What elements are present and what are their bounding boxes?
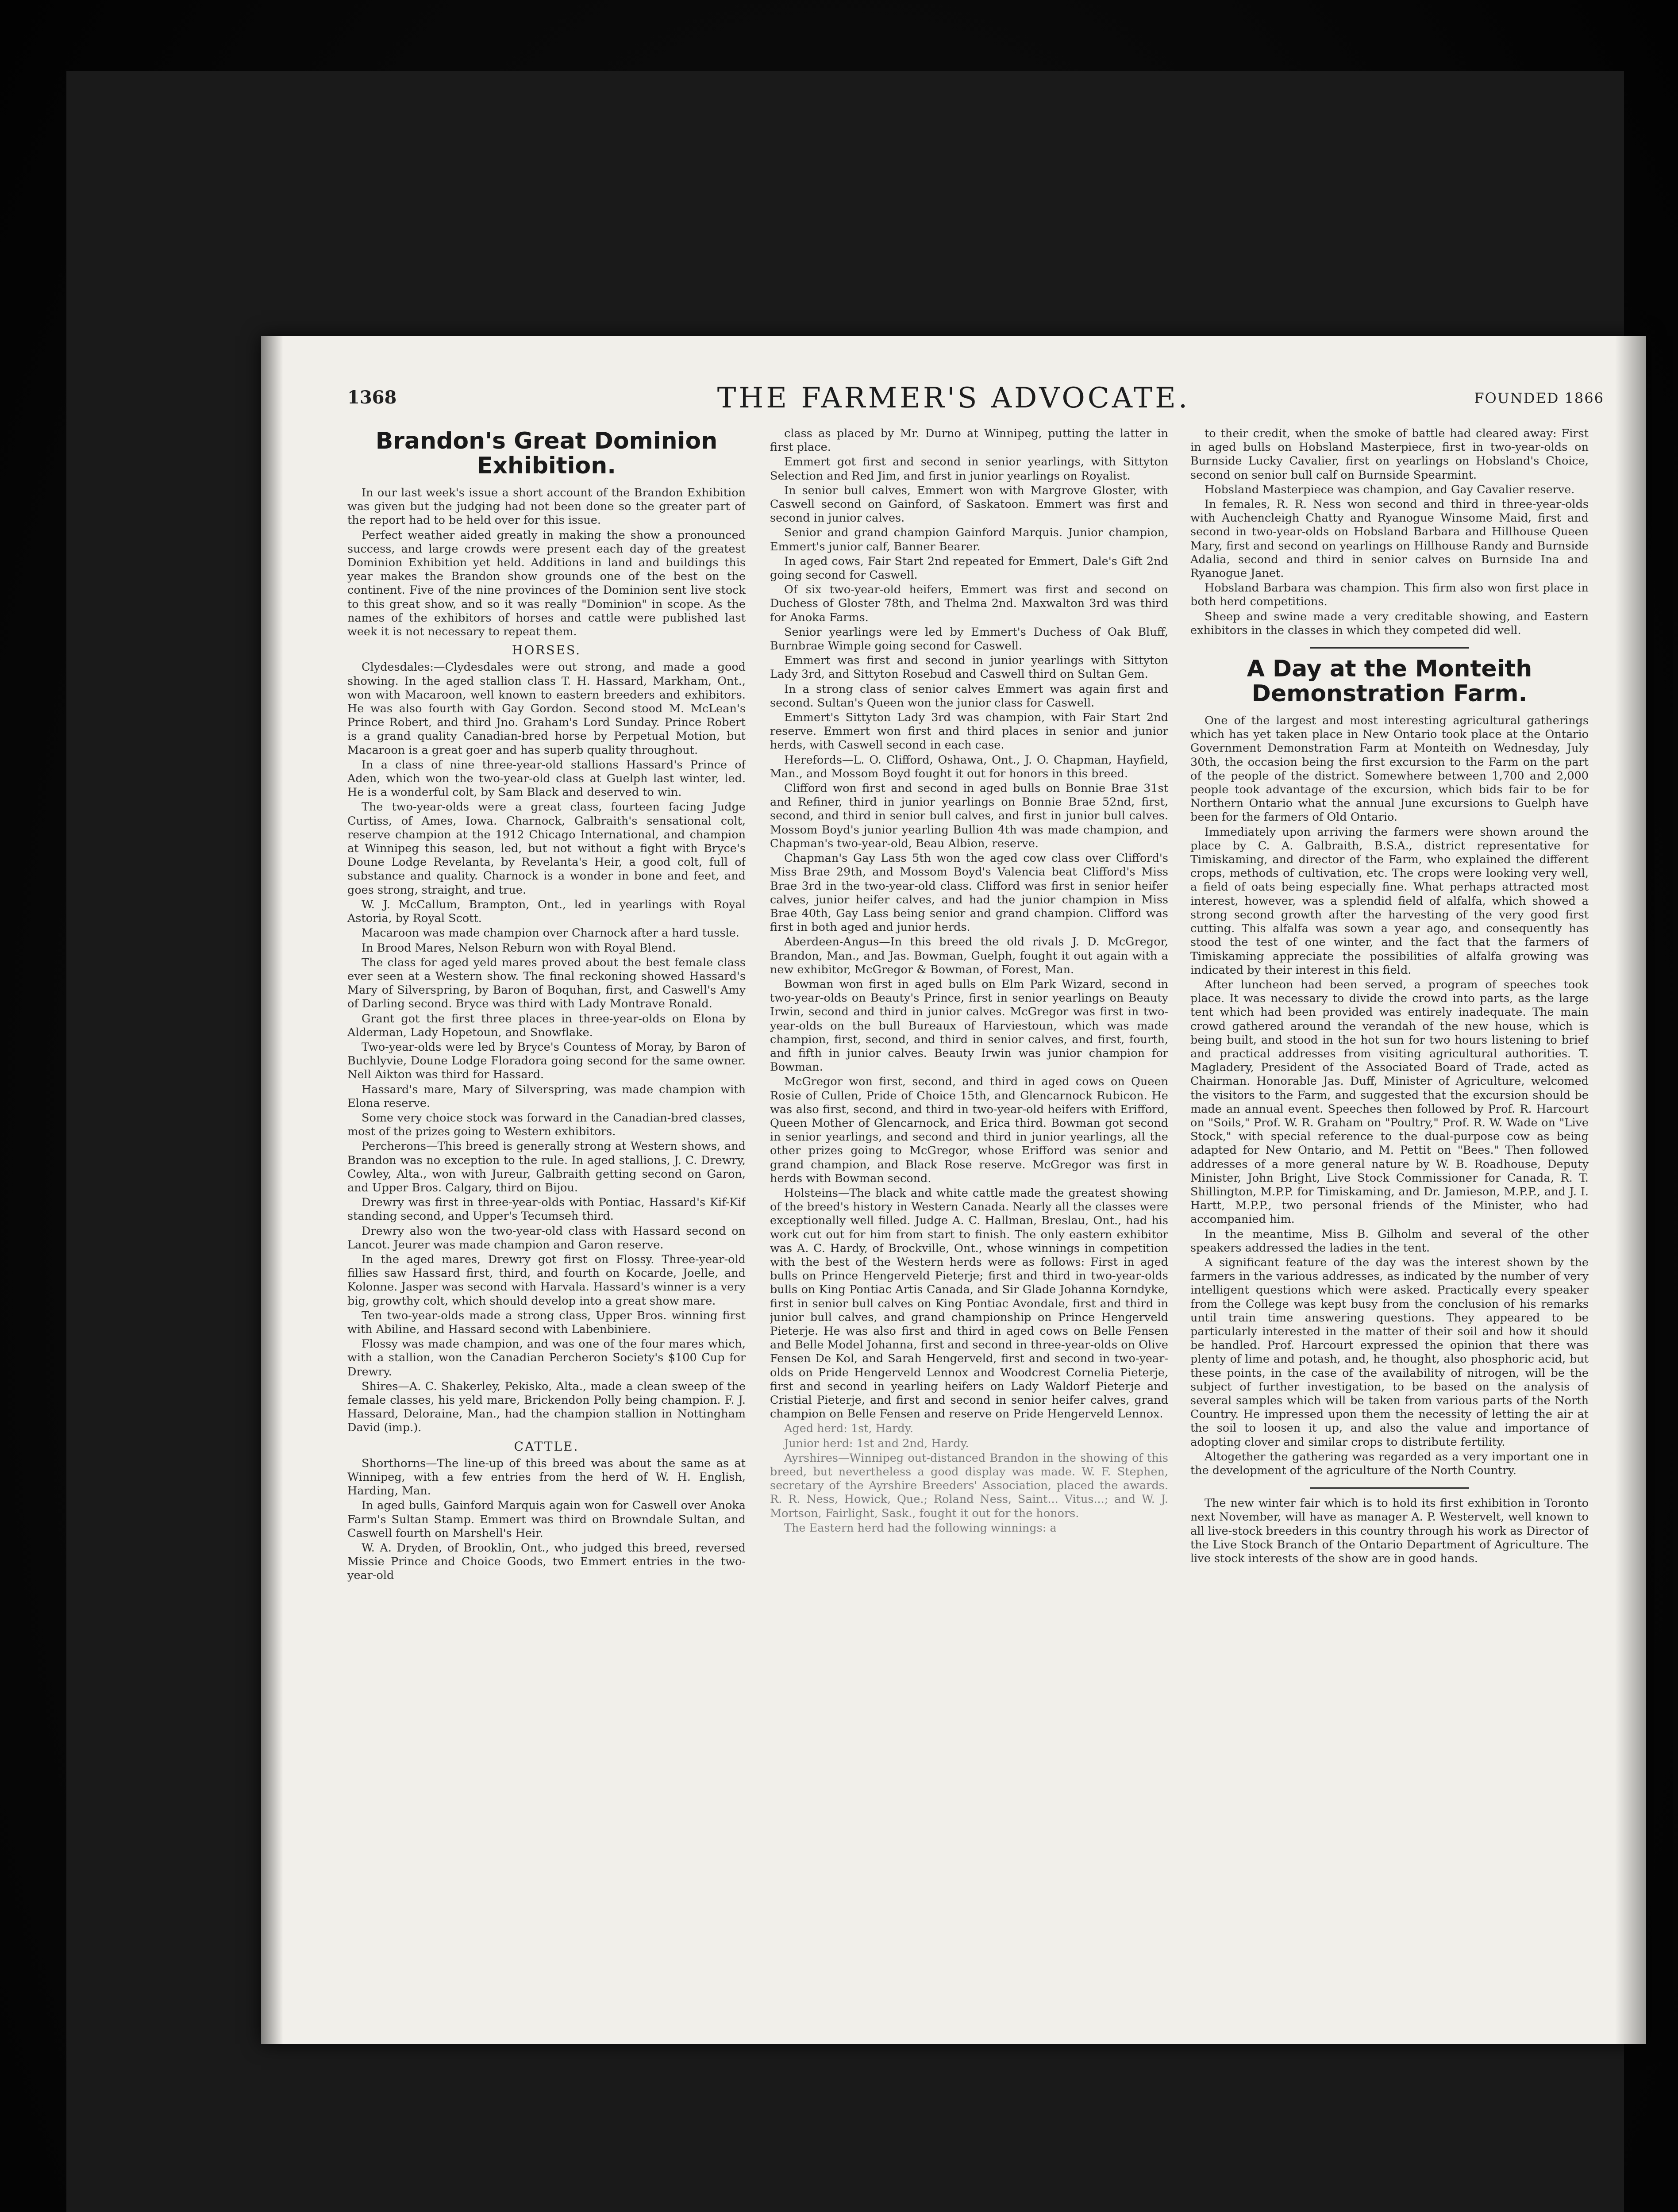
paragraph: Hobsland Masterpiece was champion, and Gay Cavalier reserve. <box>1205 483 1575 496</box>
column-2 <box>770 427 1168 2028</box>
page-edge-shadow <box>261 336 283 2044</box>
paragraph: The class for aged yeld mares proved about the best female class ever seen at a Western show. The final reckoning showed Hassard's Mary of Silverspring, by Baron of Boquhan, first, and Caswell's Amy of Darling second. Bryce was third with Lady Montrave Ronald. <box>347 956 746 1011</box>
paragraph: Altogether the gathering was regarded as a very important one in the development of the agriculture of the North Country. <box>1190 1450 1589 1478</box>
paragraph: W. J. McCallum, Brampton, Ont., led in yearlings with Royal Astoria, by Royal Scott. <box>347 898 746 926</box>
article-headline-brandon: Brandon's Great Dominion Exhibition. <box>375 428 718 479</box>
paragraph: to their credit, when the smoke of battle had cleared away: First in aged bulls on Hobsland Masterpiece, first in two-year-olds on Burnside Lucky Cavalier, first on yearlings on Hobsland's Choice, second on senior bull calf on Burnside Spearmint. <box>1190 427 1589 482</box>
masthead-title: THE FARMER'S ADVOCATE. <box>717 382 1190 415</box>
paragraph: One of the largest and most interesting agricultural gatherings which has yet taken place in New Ontario took place at the Ontario Government Demonstration Farm at Monteith on Wednesday, July 30th, the occasion being the first excursion to the Farm on the part of the people of the district. Somewhere between 1,700 and 2,000 people took advantage of the excursion, which bids fair to be for Northern Ontario what the annual June excursions to Guelph have been for the farmers of Old Ontario. <box>1190 714 1589 824</box>
paragraph: Chapman's Gay Lass 5th won the aged cow class over Clifford's Miss Brae 29th, and Mossom Boyd's Valencia beat Clifford's Miss Brae 3rd in the two-year-old class. Clifford was first in senior heifer calves, junior heifer calves, and had the junior champion in Miss Brae 40th, Gay Lass being senior and grand champion. Clifford was first in both aged and junior herds. <box>770 852 1168 934</box>
paragraph: McGregor won first, second, and third in aged cows on Queen Rosie of Cullen, Pride of Choice 15th, and Glencarnock Rubicon. He was also first, second, and third in two-year-old heifers with Erifford, Queen Mother of Glencarnock, and Erica third. Bowman got second in senior yearlings, and second and third in junior yearlings, all the other prizes going to McGregor, whose Erifford was senior and grand champion, and Black Rose reserve. McGregor was first in herds with Bowman second. <box>770 1075 1168 1185</box>
cattle-section <box>347 1457 746 1583</box>
paragraph: Macaroon was made champion over Charnock after a hard tussle. <box>362 926 739 940</box>
paragraph: In our last week's issue a short account of the Brandon Exhibition was given but the judging had not been done so the greater part of the report had to be held over for this issue. <box>347 486 746 527</box>
paragraph: Emmert's Sittyton Lady 3rd was champion, with Fair Start 2nd reserve. Emmert won first and third places in senior and junior herds, with Caswell second in each case. <box>770 711 1168 752</box>
paragraph: A significant feature of the day was the interest shown by the farmers in the various addresses, as indicated by the number of very intelligent questions which were asked. Practically every speaker from the College was kept busy from the conclusion of his remarks until train time answering questions. They appeared to be particularly interested in the matter of their soil and how it should be handled. Prof. Harcourt expressed the opinion that there was plenty of lime and potash, and, he thought, also phosphoric acid, but these points, in the case of the availability of nitrogen, will be the subject of further investigation, to be based on the analysis of several samples which will be taken from various parts of the North Country. He impressed upon them the necessity of letting the air at the soil to loosen it up, and also the value and importance of adopting clover and similar crops to distribute fertility. <box>1190 1256 1589 1449</box>
paragraph: Two-year-olds were led by Bryce's Countess of Moray, by Baron of Buchlyvie, Doune Lodge Floradora going second for the same owner. Nell Aikton was third for Hassard. <box>347 1040 746 1082</box>
article-intro <box>347 486 746 639</box>
section-heading-cattle: CATTLE. <box>514 1439 579 1454</box>
paragraph: Clifford won first and second in aged bulls on Bonnie Brae 31st and Refiner, third in junior yearlings on Bonnie Brae 52nd, first, second, and third in senior bull calves, and first in junior bull calves. Mossom Boyd's junior yearling Bullion 4th was made champion, and Chapman's two-year-old, Beau Albion, reserve. <box>770 782 1168 850</box>
paragraph: Grant got the first three places in three-year-olds on Elona by Alderman, Lady Hopetoun, and Snowflake. <box>347 1012 746 1039</box>
paragraph: Ten two-year-olds made a strong class, Upper Bros. winning first with Abiline, and Hassard second with Labenbiniere. <box>347 1309 746 1336</box>
paragraph: Aged herd: 1st, Hardy. <box>784 1422 913 1436</box>
paragraph: Holsteins—The black and white cattle made the greatest showing of the breed's history in Western Canada. Nearly all the classes were exceptionally well filled. Judge A. C. Hallman, Breslau, Ont., had his work cut out for him from start to finish. The only eastern exhibitor was A. C. Hardy, of Brockville, Ont., whose winnings in competition with the best of the Western herds were as follows: First in aged bulls on Prince Hengerveld Pieterje; first and third in two-year-olds bulls on King Pontiac Artis Canada, and Sir Glade Johanna Korndyke, first in senior bull calves on King Pontiac Avondale, first and third in junior bull calves, and grand championship on Prince Hengerveld Pieterje. He was also first and third in aged cows on Belle Fensen and Belle Model Johanna, first and second in three-year-olds on Olive Fensen De Kol, and Sarah Hengerveld, first and second in two-year-olds on Pride Hengerveld Lennox and Woodcrest Cornelia Pieterje, first and second in yearling heifers on Lady Waldorf Pieterje and Cristial Pieterje, and first and second in senior heifer calves, grand champion on Belle Fensen and reserve on Pride Hengerveld Lennox. <box>770 1186 1168 1421</box>
paragraph: Drewry also won the two-year-old class with Hassard second on Lancot. Jeurer was made champion and Garon reserve. <box>347 1224 746 1252</box>
paragraph: Bowman won first in aged bulls on Elm Park Wizard, second in two-year-olds on Beauty's Prince, first in senior yearlings on Beauty Irwin, second and third in junior calves. McGregor was first in two-year-olds on the bull Bureaux of Harviestoun, which was made champion, first, second, and third in senior calves, and first, fourth, and fifth in junior calves. Beauty Irwin was junior champion for Bowman. <box>770 977 1168 1074</box>
page-header <box>261 382 1646 418</box>
paragraph: Sheep and swine made a very creditable showing, and Eastern exhibitors in the classes in which they competed did well. <box>1190 610 1589 637</box>
paragraph: Emmert got first and second in senior yearlings, with Sittyton Selection and Red Jim, and first in junior yearlings on Royalist. <box>770 455 1168 483</box>
paragraph: Junior herd: 1st and 2nd, Hardy. <box>784 1436 969 1450</box>
page-gutter-shadow <box>1615 336 1646 2044</box>
horses-section <box>347 661 746 1435</box>
paragraph: In aged bulls, Gainford Marquis again won for Caswell over Anoka Farm's Sultan Stamp. Emmert was third on Browndale Sultan, and Caswell fourth on Marshell's Heir. <box>347 1499 746 1540</box>
paragraph: In a class of nine three-year-old stallions Hassard's Prince of Aden, which won the two-year-old class at Guelph last winter, led. He is a wonderful colt, by Sam Black and deserved to win. <box>347 758 746 799</box>
paragraph: Shorthorns—The line-up of this breed was about the same as at Winnipeg, with a few entries from the herd of W. H. English, Harding, Man. <box>347 1456 746 1498</box>
section-divider-2 <box>1310 1487 1469 1489</box>
paragraph: The Eastern herd had the following winnings: a <box>784 1521 1057 1535</box>
paragraph: W. A. Dryden, of Brooklin, Ont., who judged this breed, reversed Missie Prince and Choice Goods, two Emmert entries in the two-year-old <box>347 1541 746 1582</box>
monteith-article-body <box>1190 714 1589 1478</box>
paragraph: Hobsland Barbara was champion. This firm also won first place in both herd competitions. <box>1190 581 1589 609</box>
paragraph: In females, R. R. Ness won second and third in three-year-olds with Auchencleigh Chatty and Ryanogue Winsome Maid, first and second in two-year-olds on Hobsland Barbara and Hillhouse Queen Mary, first and second on yearlings on Hillhouse Randy and Burnside Adalia, second and third in senior calves on Burnside Ina and Ryanogue Janet. <box>1190 498 1589 580</box>
paragraph: Herefords—L. O. Clifford, Oshawa, Ont., J. O. Chapman, Hayfield, Man., and Mossom Boyd fought it out for honors in this breed. <box>770 753 1168 780</box>
newspaper-page <box>261 336 1646 2044</box>
column-3-continuation <box>1190 427 1589 637</box>
paragraph: Perfect weather aided greatly in making the show a pronounced success, and large crowds were present each day of the greatest Dominion Exhibition yet held. Additions in land and buildings this year makes the Brandon show grounds one of the best on the continent. Five of the nine provinces of the Dominion sent live stock to this great show, and so it was really "Dominion" in scope. As the names of the exhibitors of horses and cattle were published last week it is not necessary to repeat them. <box>347 528 746 639</box>
page-number: 1368 <box>347 387 397 408</box>
paragraph: Clydesdales:—Clydesdales were out strong, and made a good showing. In the aged stallion class T. H. Hassard, Markham, Ont., won with Macaroon, well known to eastern breeders and exhibitors. He was also fourth with Gay Gordon. Second stood M. McLean's Prince Robert, and third Jno. Graham's Lord Sunday. Prince Robert is a grand quality Canadian-bred horse by Perpetual Motion, but Macaroon is a great goer and has superb quality throughout. <box>347 661 746 757</box>
paragraph: In Brood Mares, Nelson Reburn won with Royal Blend. <box>362 941 676 955</box>
paragraph: In aged cows, Fair Start 2nd repeated for Emmert, Dale's Gift 2nd going second for Caswell. <box>770 554 1168 582</box>
winter-fair-note <box>1190 1497 1589 1566</box>
paragraph: After luncheon had been served, a program of speeches took place. It was necessary to divide the crowd into parts, as the large tent which had been provided was entirely inadequate. The main crowd gathered around the verandah of the new house, which is being built, and stood in the hot sun for two hours listening to brief and practical addresses from visiting agricultural authorities. T. Magladery, President of the Associated Board of Trade, acted as Chairman. Honorable Jas. Duff, Minister of Agriculture, welcomed the visitors to the Farm, and suggested that the excursion should be made an annual event. Speeches then followed by Prof. R. Harcourt on "Soils," Prof. W. R. Graham on "Poultry," Prof. R. W. Wade on "Live Stock," with special reference to the dual-purpose cow as being adapted for New Ontario, and M. Pettit on "Bees." Then followed addresses of a more general nature by W. B. Roadhouse, Deputy Minister, John Bright, Live Stock Commissioner for Canada, R. T. Shillington, M.P.P. for Timiskaming, and Dr. Jamieson, M.P.P., and J. I. Hartt, M.P.P., two personal friends of the Minister, who had accompanied him. <box>1190 978 1589 1226</box>
paragraph: Ayrshires—Winnipeg out-distanced Brandon in the showing of this breed, but nevertheless a good display was made. W. F. Stephen, secretary of the Ayrshire Breeders' Association, placed the awards. R. R. Ness, Howick, Que.; Roland Ness, Saint... Vitus...; and W. J. Mortson, Fairlight, Sask., fought it out for the honors. <box>770 1451 1168 1520</box>
column-1 <box>347 427 746 2028</box>
paragraph: Some very choice stock was forward in the Canadian-bred classes, most of the prizes going to Western exhibitors. <box>347 1111 746 1139</box>
paragraph: The two-year-olds were a great class, fourteen facing Judge Curtiss, of Ames, Iowa. Charnock, Galbraith's sensational colt, reserve champion at the 1912 Chicago International, and champion at Winnipeg this season, led, but not without a fight with Bryce's Doune Lodge Revelanta, by Revelanta's Heir, a good colt, full of substance and quality. Charnock is a wonder in bone and feet, and goes strong, straight, and true. <box>347 800 746 897</box>
paragraph: Shires—A. C. Shakerley, Pekisko, Alta., made a clean sweep of the female classes, his yeld mare, Brickendon Polly being champion. F. J. Hassard, Deloraine, Man., had the champion stallion in Nottingham David (imp.). <box>347 1379 746 1435</box>
paragraph: Senior yearlings were led by Emmert's Duchess of Oak Bluff, Burnbrae Wimple going second for Caswell. <box>770 625 1168 653</box>
paragraph: In senior bull calves, Emmert won with Margrove Gloster, with Caswell second on Gainford, of Saskatoon. Emmert was first and second in junior calves. <box>770 484 1168 525</box>
paragraph: class as placed by Mr. Durno at Winnipeg, putting the latter in first place. <box>770 427 1168 454</box>
article-headline-monteith: A Day at the Monteith Demonstration Farm. <box>1247 656 1532 707</box>
section-heading-horses: HORSES. <box>512 643 581 658</box>
paragraph: Percherons—This breed is generally strong at Western shows, and Brandon was no exception to the rule. In aged stallions, J. C. Drewry, Cowley, Alta., won with Jureur, Galbraith getting second on Garon, and Upper Bros. Calgary, third on Bijou. <box>347 1140 746 1194</box>
paragraph: Senior and grand champion Gainford Marquis. Junior champion, Emmert's junior calf, Banner Bearer. <box>770 526 1168 553</box>
paragraph: Emmert was first and second in junior yearlings with Sittyton Lady 3rd, and Sittyton Rosebud and Caswell third on Sultan Gem. <box>770 654 1168 681</box>
article-columns <box>347 427 1604 2028</box>
column-3 <box>1190 427 1589 2028</box>
column-2-text <box>770 427 1168 1421</box>
paragraph: Drewry was first in three-year-olds with Pontiac, Hassard's Kif-Kif standing second, and Upper's Tecumseh third. <box>347 1196 746 1223</box>
paragraph: Immediately upon arriving the farmers were shown around the place by C. A. Galbraith, B.S.A., district representative for Timiskaming, and director of the Farm, who explained the different crops, methods of cultivation, etc. The crops were looking very well, a field of oats being especially fine. What perhaps attracted most interest, however, was a splendid field of alfalfa, which showed a strong second growth after the harvesting of the very good first cutting. This alfalfa was sown a year ago, and consequently has stood the test of one winter, and the fact that the farmers of Timiskaming appreciate the possibilities of alfalfa growing was indicated by their interest in this field. <box>1190 825 1589 977</box>
paragraph: Aberdeen-Angus—In this breed the old rivals J. D. McGregor, Brandon, Man., and Jas. Bowman, Guelph, fought it out again with a new exhibitor, McGregor & Bowman, of Forest, Man. <box>770 935 1168 976</box>
paragraph: In the aged mares, Drewry got first on Flossy. Three-year-old fillies saw Hassard first, third, and fourth on Kocarde, Joelle, and Kolonne. Jasper was second with Harvala. Hassard's winner is a very big, growthy colt, which should develop into a great show mare. <box>347 1252 746 1308</box>
paragraph: In a strong class of senior calves Emmert was again first and second. Sultan's Queen won the junior class for Caswell. <box>770 682 1168 710</box>
column-2-faded-text <box>770 1422 1168 1535</box>
paragraph: Flossy was made champion, and was one of the four mares which, with a stallion, won the Canadian Percheron Society's $100 Cup for Drewry. <box>347 1337 746 1379</box>
paragraph: The new winter fair which is to hold its first exhibition in Toronto next November, will have as manager A. P. Westervelt, well known to all live-stock breeders in this country through his work as Director of the Live Stock Branch of the Ontario Department of Agriculture. The live stock interests of the show are in good hands. <box>1190 1497 1589 1566</box>
section-divider <box>1310 647 1469 649</box>
paragraph: Hassard's mare, Mary of Silverspring, was made champion with Elona reserve. <box>347 1083 746 1110</box>
paragraph: In the meantime, Miss B. Gilholm and several of the other speakers addressed the ladies in the tent. <box>1190 1227 1589 1255</box>
paragraph: Of six two-year-old heifers, Emmert was first and second on Duchess of Gloster 78th, and Thelma 2nd. Maxwalton 3rd was third for Anoka Farms. <box>770 583 1168 624</box>
founded-label: FOUNDED 1866 <box>1474 390 1604 407</box>
